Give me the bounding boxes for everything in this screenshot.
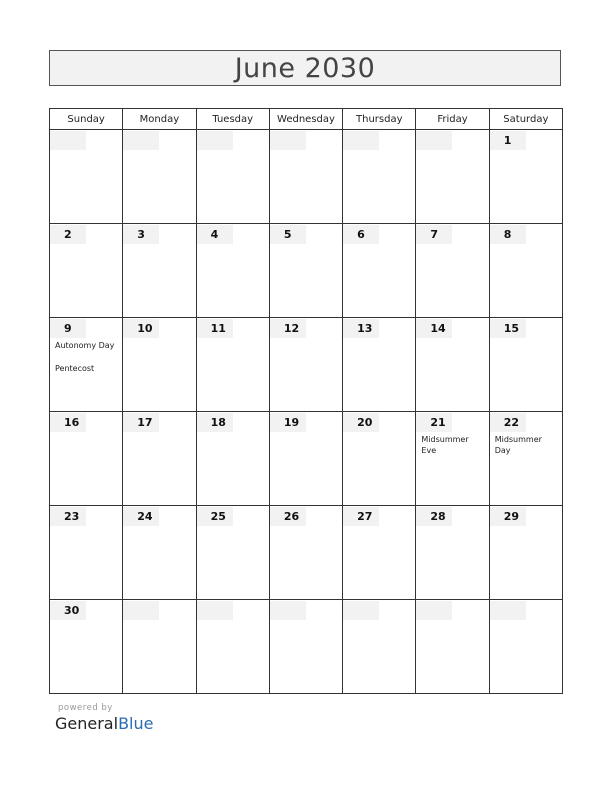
day-cell xyxy=(196,412,269,506)
day-number xyxy=(343,601,379,620)
day-cell xyxy=(416,506,489,600)
week-row xyxy=(50,318,563,412)
brand-blue: Blue xyxy=(118,714,154,733)
day-number: 30 xyxy=(50,601,86,620)
day-number xyxy=(197,601,233,620)
day-cell xyxy=(269,412,342,506)
day-number: 20 xyxy=(343,413,379,432)
day-number xyxy=(416,131,452,150)
day-number: 18 xyxy=(197,413,233,432)
weekday-thursday: Thursday xyxy=(343,109,416,130)
day-cell xyxy=(196,506,269,600)
holiday-event: Autonomy Day xyxy=(55,341,115,350)
empty-day-cell xyxy=(50,130,123,224)
day-events xyxy=(495,434,559,468)
day-cell xyxy=(50,506,123,600)
day-number: 15 xyxy=(490,319,526,338)
day-cell xyxy=(343,412,416,506)
empty-day-cell xyxy=(196,130,269,224)
day-number xyxy=(50,131,86,150)
empty-day-cell xyxy=(123,130,196,224)
day-cell xyxy=(196,224,269,318)
day-cell xyxy=(50,600,123,694)
day-number: 27 xyxy=(343,507,379,526)
day-number: 24 xyxy=(123,507,159,526)
day-number xyxy=(123,601,159,620)
day-cell xyxy=(50,412,123,506)
day-number xyxy=(270,601,306,620)
day-cell xyxy=(343,318,416,412)
day-number xyxy=(416,601,452,620)
day-cell xyxy=(123,318,196,412)
week-row xyxy=(50,224,563,318)
week-row xyxy=(50,600,563,694)
day-number: 22 xyxy=(490,413,526,432)
day-cell xyxy=(269,224,342,318)
calendar-grid xyxy=(49,108,563,694)
day-number: 1 xyxy=(490,131,526,150)
week-row xyxy=(50,412,563,506)
day-cell xyxy=(123,506,196,600)
holiday-event: Midsummer Day xyxy=(494,435,542,455)
weekday-friday: Friday xyxy=(416,109,489,130)
day-number: 12 xyxy=(270,319,306,338)
day-cell xyxy=(489,506,562,600)
empty-day-cell xyxy=(269,130,342,224)
day-cell xyxy=(343,506,416,600)
day-number: 10 xyxy=(123,319,159,338)
empty-day-cell xyxy=(489,600,562,694)
holiday-event: Pentecost xyxy=(55,364,95,373)
day-number: 11 xyxy=(197,319,233,338)
day-number xyxy=(123,131,159,150)
day-number: 23 xyxy=(50,507,86,526)
calendar-title-box xyxy=(49,50,561,86)
day-events xyxy=(55,340,119,386)
day-cell xyxy=(416,412,489,506)
week-row xyxy=(50,506,563,600)
day-number: 7 xyxy=(416,225,452,244)
day-cell xyxy=(343,224,416,318)
day-number: 8 xyxy=(490,225,526,244)
day-number xyxy=(343,131,379,150)
day-number: 9 xyxy=(50,319,86,338)
brand-general: General xyxy=(55,714,119,733)
day-cell xyxy=(416,318,489,412)
weekday-tuesday: Tuesday xyxy=(196,109,269,130)
day-number xyxy=(270,131,306,150)
day-cell xyxy=(196,318,269,412)
day-cell xyxy=(50,224,123,318)
day-number: 26 xyxy=(270,507,306,526)
day-number: 28 xyxy=(416,507,452,526)
day-cell xyxy=(269,318,342,412)
empty-day-cell xyxy=(343,600,416,694)
day-cell xyxy=(123,224,196,318)
day-events xyxy=(421,434,485,468)
footer-branding xyxy=(55,703,153,733)
calendar-title: June 2030 xyxy=(234,52,376,84)
day-cell xyxy=(489,130,562,224)
weekday-wednesday: Wednesday xyxy=(269,109,342,130)
day-number xyxy=(197,131,233,150)
day-number xyxy=(490,601,526,620)
weekday-monday: Monday xyxy=(123,109,196,130)
day-number: 21 xyxy=(416,413,452,432)
holiday-event: Midsummer Eve xyxy=(421,435,469,455)
day-number: 29 xyxy=(490,507,526,526)
day-number: 6 xyxy=(343,225,379,244)
day-number: 25 xyxy=(197,507,233,526)
day-cell xyxy=(50,318,123,412)
day-cell xyxy=(489,224,562,318)
empty-day-cell xyxy=(123,600,196,694)
brand-logo xyxy=(55,714,153,733)
day-cell xyxy=(123,412,196,506)
day-number: 16 xyxy=(50,413,86,432)
day-number: 2 xyxy=(50,225,86,244)
day-cell xyxy=(269,506,342,600)
powered-by-label: powered by xyxy=(58,703,113,713)
day-number: 19 xyxy=(270,413,306,432)
empty-day-cell xyxy=(196,600,269,694)
day-number: 14 xyxy=(416,319,452,338)
day-cell xyxy=(416,224,489,318)
empty-day-cell xyxy=(416,600,489,694)
day-cell xyxy=(489,318,562,412)
day-number: 13 xyxy=(343,319,379,338)
weekday-sunday: Sunday xyxy=(50,109,123,130)
day-cell xyxy=(489,412,562,506)
weekday-saturday: Saturday xyxy=(489,109,562,130)
day-number: 4 xyxy=(197,225,233,244)
weekday-header-row xyxy=(50,109,563,130)
day-number: 3 xyxy=(123,225,159,244)
empty-day-cell xyxy=(416,130,489,224)
empty-day-cell xyxy=(269,600,342,694)
day-number: 17 xyxy=(123,413,159,432)
day-number: 5 xyxy=(270,225,306,244)
week-row xyxy=(50,130,563,224)
empty-day-cell xyxy=(343,130,416,224)
